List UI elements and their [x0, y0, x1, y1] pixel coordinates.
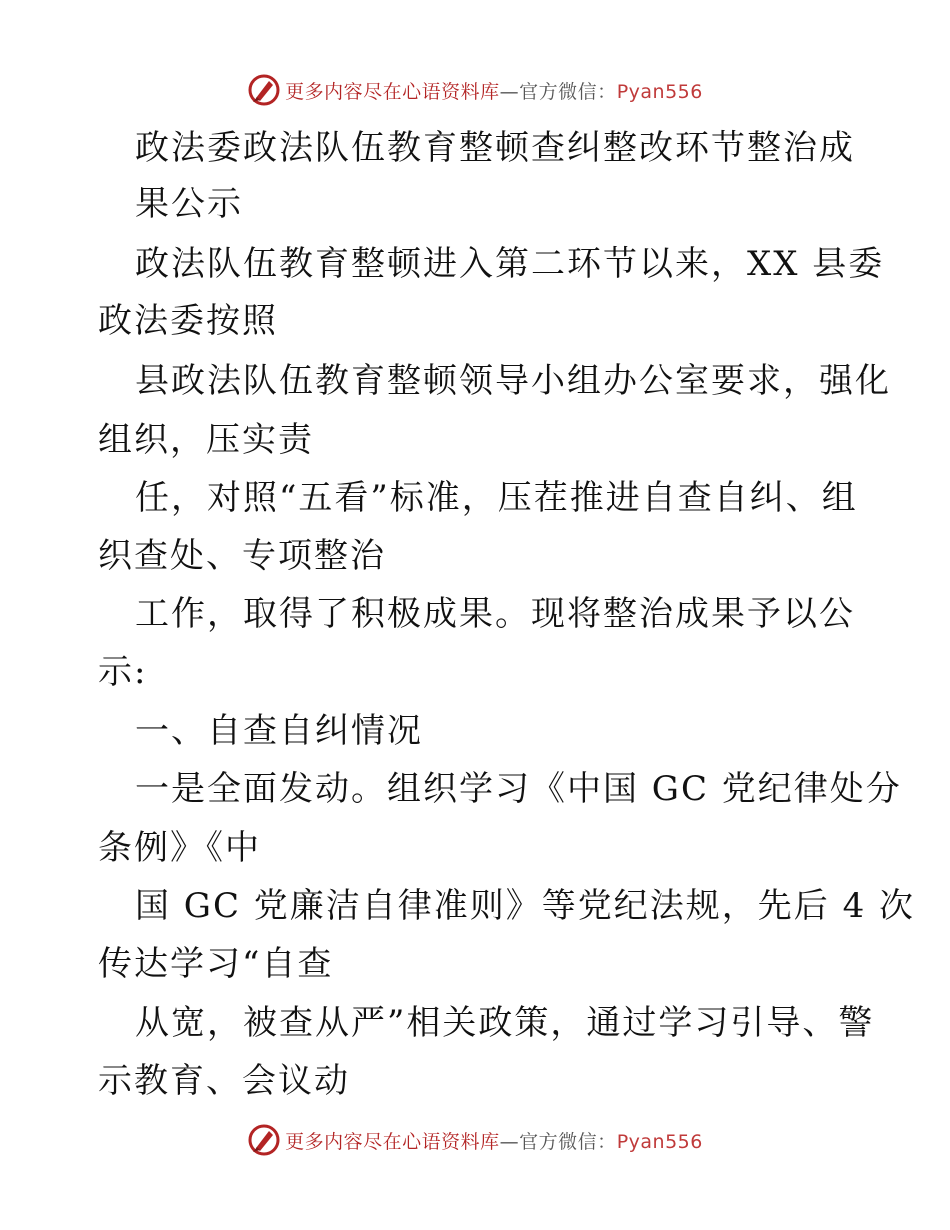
doc-title-line-2: 果公示	[135, 184, 243, 224]
paragraph-line: 示教育、会议动	[98, 1061, 350, 1101]
paragraph-line: 国 GC 党廉洁自律准则》等党纪法规，先后 4 次	[135, 886, 916, 926]
paragraph-line: 县政法队伍教育整顿领导小组办公室要求，强化	[135, 361, 891, 401]
paragraph-line: 任，对照“五看”标准，压茬推进自查自纠、组	[135, 478, 858, 518]
paragraph-line: 政法委按照	[98, 301, 278, 341]
watermark-dash: —	[499, 80, 520, 103]
paragraph-line: 工作，取得了积极成果。现将整治成果予以公	[135, 594, 855, 634]
watermark-wechat-id: Pyan556	[616, 80, 703, 103]
watermark-official: 官方微信：	[519, 80, 617, 103]
paragraph-line: 一是全面发动。组织学习《中国 GC 党纪律处分	[135, 769, 902, 809]
watermark-brand: 更多内容尽在心语资料库	[285, 1130, 500, 1153]
paragraph-line: 组织，压实责	[98, 420, 314, 460]
paragraph-line: 政法队伍教育整顿进入第二环节以来，XX 县委	[135, 244, 885, 284]
pen-logo-icon	[247, 73, 281, 107]
paragraph-line: 织查处、专项整治	[98, 536, 386, 576]
footer-watermark	[0, 1120, 950, 1160]
section-heading: 一、自查自纠情况	[135, 711, 423, 751]
watermark-official: 官方微信：	[519, 1130, 617, 1153]
paragraph-line: 传达学习“自查	[98, 944, 334, 984]
header-watermark	[0, 70, 950, 110]
watermark-wechat-id: Pyan556	[616, 1130, 703, 1153]
paragraph-line: 从宽，被查从严”相关政策，通过学习引导、警	[135, 1003, 875, 1043]
watermark-brand: 更多内容尽在心语资料库	[285, 80, 500, 103]
paragraph-line: 示:	[98, 652, 148, 692]
pen-logo-icon	[247, 1123, 281, 1157]
watermark-dash: —	[499, 1130, 520, 1153]
paragraph-line: 条例》《中	[98, 828, 261, 868]
doc-title-line-1: 政法委政法队伍教育整顿查纠整改环节整治成	[135, 128, 855, 168]
